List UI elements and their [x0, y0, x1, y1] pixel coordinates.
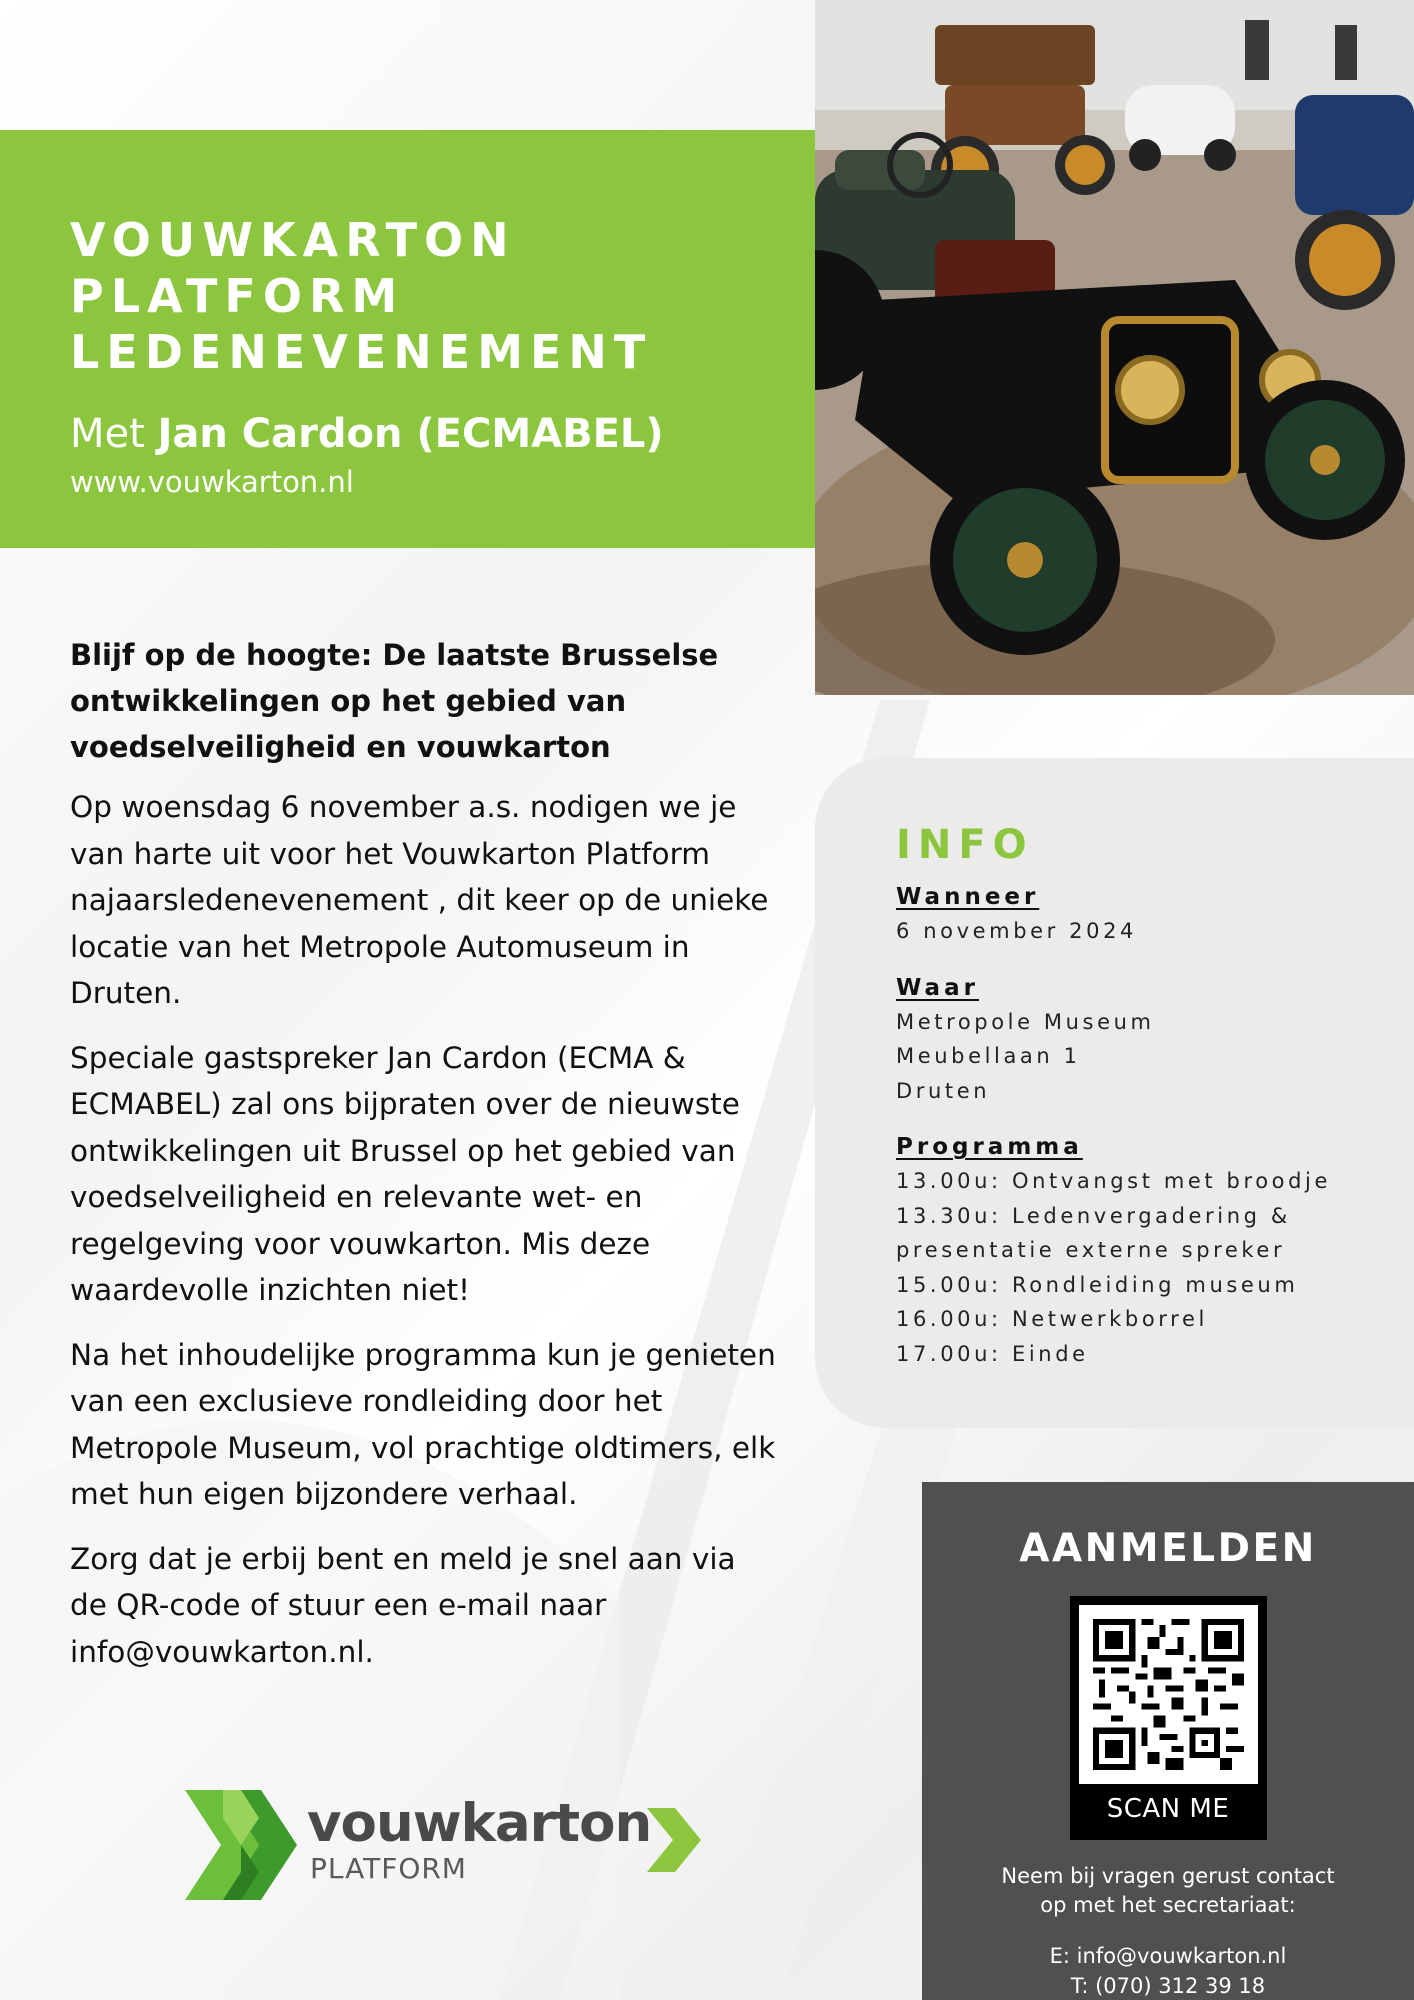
website-link[interactable]: www.vouwkarton.nl	[70, 465, 354, 499]
vouwkarton-platform-logo	[185, 1780, 705, 1910]
logo-brand-text: vouwkarton	[307, 1793, 652, 1854]
paragraph-tour: Na het inhoudelijke programma kun je genieten van een exclusieve rondleiding door het Metropole Museum, vol prachtige oldtimers, elk met hun eigen bijzondere verhaal.	[70, 1337, 776, 1511]
where-line: Metropole Museum	[896, 1009, 1155, 1034]
speaker-name: Jan Cardon (ECMABEL)	[157, 411, 664, 457]
subtitle-prefix: Met	[70, 411, 145, 457]
contact-note-line: op met het secretariaat:	[1040, 1893, 1296, 1917]
register-title: AANMELDEN	[1019, 1526, 1317, 1571]
logo-sub-text: PLATFORM	[310, 1852, 467, 1885]
register-panel	[922, 1482, 1414, 2000]
main-content	[70, 632, 780, 1693]
contact-phone[interactable]: T: (070) 312 39 18	[1070, 1974, 1266, 1998]
logo-mark-icon	[185, 1780, 297, 1910]
where-line: Druten	[896, 1078, 991, 1103]
contact-note	[922, 1862, 1414, 1920]
paragraph-speaker: Speciale gastspreker Jan Cardon (ECMA & ECMABEL) zal ons bijpraten over de nieuwste ontwikkelingen uit Brussel op het gebied van voedselveiligheid en relevante wet- en regelgeving voor vouwkarton. Mis deze waardevolle inzichten niet!	[70, 1040, 740, 1307]
header-band	[0, 130, 815, 548]
speaker-subtitle	[70, 410, 815, 458]
where-label: Waar	[896, 974, 979, 1001]
title-line-1: VOUWKARTON	[70, 213, 516, 267]
when-label: Wanneer	[896, 884, 1040, 910]
chevron-right-icon	[647, 1808, 701, 1872]
info-when	[896, 880, 1414, 949]
program-line: 15.00u: Rondleiding museum	[896, 1272, 1299, 1297]
qr-code-icon	[1093, 1619, 1244, 1770]
info-program	[896, 1130, 1414, 1371]
program-line: 17.00u: Einde	[896, 1341, 1089, 1366]
program-line: 16.00u: Netwerkborrel	[896, 1307, 1208, 1331]
lead-heading: Blijf op de hoogte: De laatste Brusselse ontwikkelingen op het gebied van voedselveiligheid en vouwkarton	[70, 638, 719, 764]
contact-note-line: Neem bij vragen gerust contact	[1001, 1864, 1335, 1888]
paragraph-register: Zorg dat je erbij bent en meld je snel aan via de QR-code of stuur een e-mail naar info@vouwkarton.nl.	[70, 1541, 736, 1669]
museum-car-photo	[815, 0, 1414, 695]
qr-code-frame[interactable]	[1070, 1596, 1267, 1840]
where-line: Meubellaan 1	[896, 1044, 1081, 1068]
when-value: 6 november 2024	[896, 919, 1138, 943]
contact-email[interactable]: E: info@vouwkarton.nl	[1049, 1944, 1287, 1968]
info-panel	[815, 758, 1414, 1428]
info-where	[896, 971, 1414, 1109]
program-line: 13.30u: Ledenvergadering &	[896, 1203, 1291, 1228]
qr-code[interactable]	[1079, 1605, 1258, 1784]
title-line-2: PLATFORM	[70, 269, 405, 323]
title-line-3: LEDENEVENEMENT	[70, 325, 653, 379]
scan-me-label: SCAN ME	[1106, 1794, 1230, 1824]
program-line: presentatie externe spreker	[896, 1238, 1286, 1262]
info-title: INFO	[896, 822, 1034, 868]
program-label: Programma	[896, 1134, 1083, 1160]
paragraph-invitation: Op woensdag 6 november a.s. nodigen we je van harte uit voor het Vouwkarton Platform najaarsledenevenement , dit keer op de unieke locatie van het Metropole Automuseum in Druten.	[70, 790, 769, 1010]
contact-details	[922, 1941, 1414, 2000]
program-line: 13.00u: Ontvangst met broodje	[896, 1169, 1332, 1193]
